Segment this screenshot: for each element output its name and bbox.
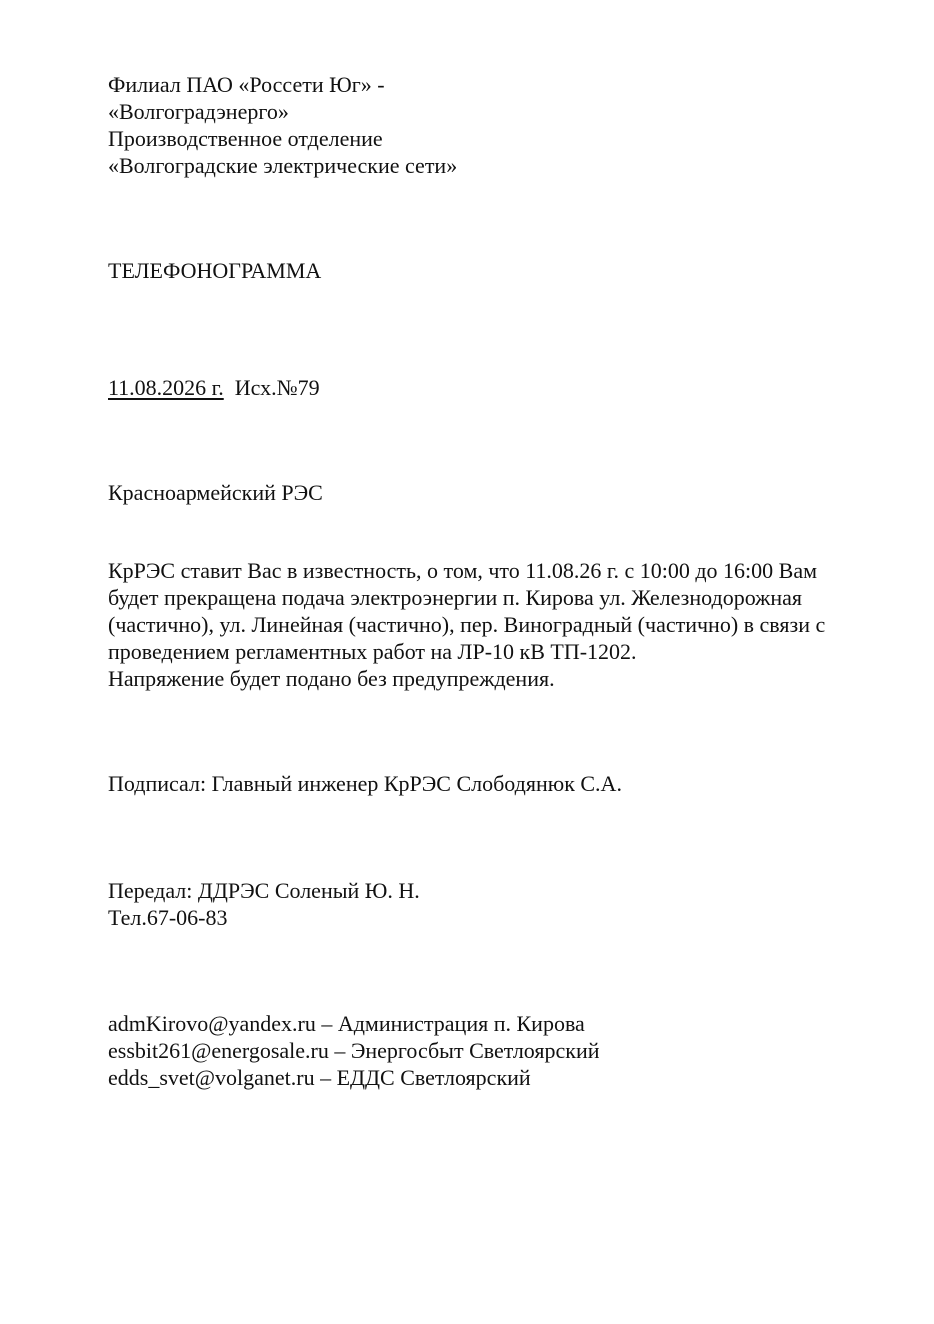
signature-block	[108, 770, 888, 797]
recipient: Красноармейский РЭС	[108, 480, 323, 505]
document-title: ТЕЛЕФОНОГРАММА	[108, 258, 322, 283]
body-line: КрРЭС ставит Вас в известность, о том, что 11.08.26 г. с 10:00 до 16:00 Вам	[108, 558, 818, 583]
body-line: будет прекращена подача электроэнергии п. Кирова ул. Железнодорожная	[108, 585, 803, 610]
transmitted-block	[108, 877, 888, 931]
body-line: Напряжение будет подано без предупреждения.	[108, 666, 555, 691]
header-line: Филиал ПАО «Россети Юг» -	[108, 72, 385, 97]
recipient-block	[108, 479, 888, 506]
header-line: «Волгоградские электрические сети»	[108, 153, 458, 178]
body-line: проведением регламентных работ на ЛР-10 кВ ТП-1202.	[108, 639, 637, 664]
organization-header	[108, 71, 888, 179]
body-line: (частично), ул. Линейная (частично), пер. Виноградный (частично) в связи с	[108, 612, 826, 637]
document-meta	[108, 374, 888, 401]
distribution-list	[108, 1010, 888, 1091]
message-body	[108, 557, 888, 692]
document-title-block	[108, 257, 888, 284]
distribution-item: admKirovo@yandex.ru – Администрация п. Кирова	[108, 1011, 585, 1036]
distribution-item: edds_svet@volganet.ru – ЕДДС Светлоярский	[108, 1065, 531, 1090]
document-date: 11.08.2026 г.	[108, 375, 224, 400]
header-line: «Волгоградэнерго»	[108, 99, 289, 124]
transmitted-by: Передал: ДДРЭС Соленый Ю. Н.	[108, 878, 420, 903]
signed-by: Подписал: Главный инженер КрРЭС Слободянюк С.А.	[108, 771, 622, 796]
header-line: Производственное отделение	[108, 126, 383, 151]
document-number: Исх.№79	[234, 375, 320, 400]
distribution-item: essbit261@energosale.ru – Энергосбыт Светлоярский	[108, 1038, 600, 1063]
contact-phone: Тел.67-06-83	[108, 905, 228, 930]
